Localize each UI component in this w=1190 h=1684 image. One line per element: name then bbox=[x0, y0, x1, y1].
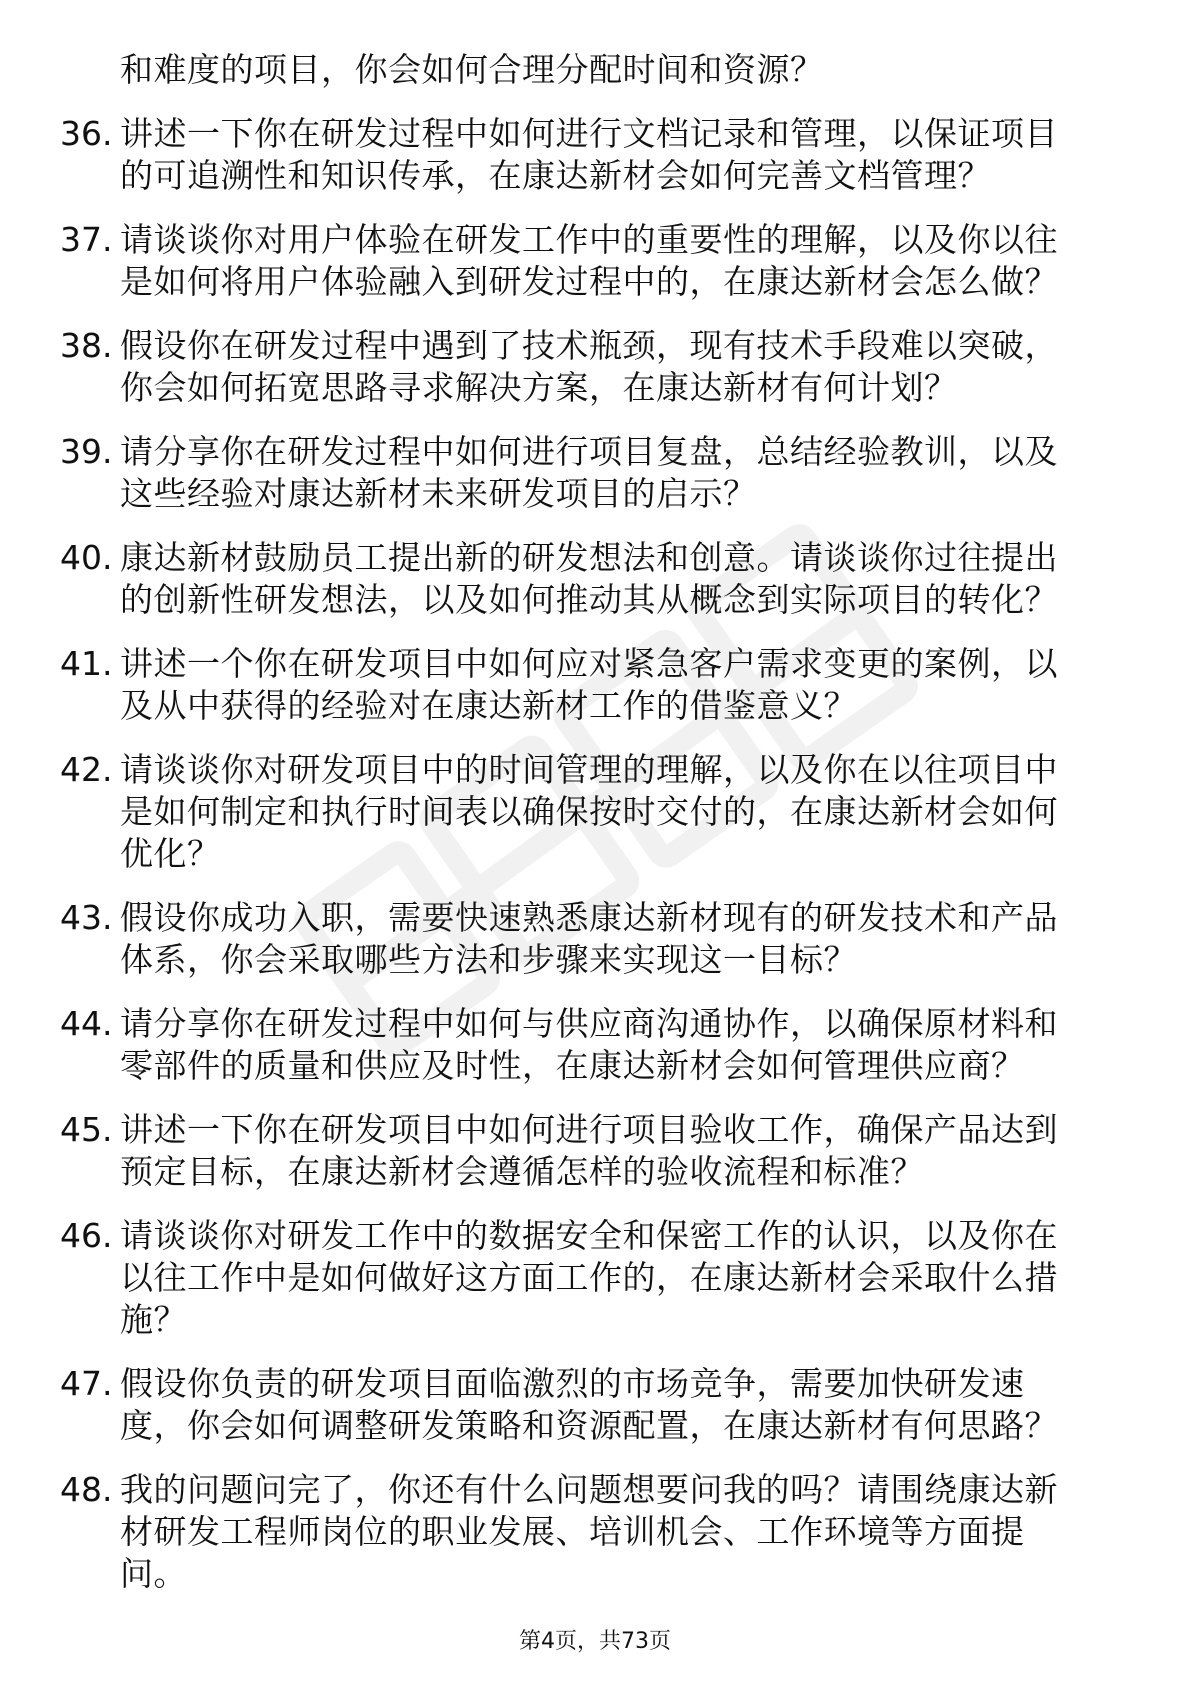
question-number: 40. bbox=[60, 538, 113, 577]
question-number: 44. bbox=[60, 1004, 113, 1043]
question-text-line: 讲述一个你在研发项目中如何应对紧急客户需求变更的案例，以 bbox=[120, 644, 1058, 683]
question-text-line: 讲述一下你在研发项目中如何进行项目验收工作，确保产品达到 bbox=[120, 1110, 1058, 1149]
question-text-line: 请谈谈你对用户体验在研发工作中的重要性的理解，以及你以往 bbox=[120, 220, 1058, 259]
question-number: 42. bbox=[60, 750, 113, 789]
question-text-line: 请谈谈你对研发工作中的数据安全和保密工作的认识，以及你在 bbox=[120, 1216, 1058, 1255]
question-text-line: 施？ bbox=[120, 1300, 187, 1339]
question-number: 48. bbox=[60, 1470, 113, 1509]
question-text-line: 假设你成功入职，需要快速熟悉康达新材现有的研发技术和产品 bbox=[120, 898, 1058, 937]
question-text-line: 以往工作中是如何做好这方面工作的，在康达新材会采取什么措 bbox=[120, 1258, 1058, 1297]
question-number: 36. bbox=[60, 114, 113, 153]
question-text-line: 材研发工程师岗位的职业发展、培训机会、工作环境等方面提 bbox=[120, 1512, 1025, 1551]
question-text-line: 问。 bbox=[120, 1554, 187, 1593]
question-text-line: 是如何将用户体验融入到研发过程中的，在康达新材会怎么做？ bbox=[120, 262, 1058, 301]
question-text-line: 请分享你在研发过程中如何与供应商沟通协作，以确保原材料和 bbox=[120, 1004, 1058, 1043]
question-number: 41. bbox=[60, 644, 113, 683]
question-text-line: 预定目标，在康达新材会遵循怎样的验收流程和标准？ bbox=[120, 1152, 924, 1191]
question-text-line: 这些经验对康达新材未来研发项目的启示？ bbox=[120, 474, 757, 513]
question-text-line: 的创新性研发想法，以及如何推动其从概念到实际项目的转化？ bbox=[120, 580, 1058, 619]
question-number: 38. bbox=[60, 326, 113, 365]
question-text-line: 是如何制定和执行时间表以确保按时交付的，在康达新材会如何 bbox=[120, 792, 1058, 831]
question-text-line: 度，你会如何调整研发策略和资源配置，在康达新材有何思路？ bbox=[120, 1406, 1058, 1445]
question-number: 47. bbox=[60, 1364, 113, 1403]
question-text-line: 假设你负责的研发项目面临激烈的市场竞争，需要加快研发速 bbox=[120, 1364, 1025, 1403]
question-number: 43. bbox=[60, 898, 113, 937]
question-text-line: 康达新材鼓励员工提出新的研发想法和创意。请谈谈你过往提出 bbox=[120, 538, 1058, 577]
question-text-line: 及从中获得的经验对在康达新材工作的借鉴意义？ bbox=[120, 686, 857, 725]
question-text-line: 讲述一下你在研发过程中如何进行文档记录和管理，以保证项目 bbox=[120, 114, 1058, 153]
question-text-line: 我的问题问完了，你还有什么问题想要问我的吗？请围绕康达新 bbox=[120, 1470, 1058, 1509]
question-text-line: 体系，你会采取哪些方法和步骤来实现这一目标？ bbox=[120, 940, 857, 979]
question-number: 46. bbox=[60, 1216, 113, 1255]
question-text-line: 假设你在研发过程中遇到了技术瓶颈，现有技术手段难以突破， bbox=[120, 326, 1058, 365]
question-text-line: 请分享你在研发过程中如何进行项目复盘，总结经验教训，以及 bbox=[120, 432, 1058, 471]
question-number: 45. bbox=[60, 1110, 113, 1149]
question-text-line: 优化？ bbox=[120, 834, 221, 873]
continuation-line: 和难度的项目，你会如何合理分配时间和资源？ bbox=[120, 50, 824, 89]
page-number: 第4页，共73页 bbox=[519, 1629, 671, 1654]
question-text-line: 请谈谈你对研发项目中的时间管理的理解，以及你在以往项目中 bbox=[120, 750, 1058, 789]
question-number: 37. bbox=[60, 220, 113, 259]
question-text-line: 你会如何拓宽思路寻求解决方案，在康达新材有何计划？ bbox=[120, 368, 958, 407]
question-number: 39. bbox=[60, 432, 113, 471]
question-text-line: 零部件的质量和供应及时性，在康达新材会如何管理供应商？ bbox=[120, 1046, 1025, 1085]
question-text-line: 的可追溯性和知识传承，在康达新材会如何完善文档管理？ bbox=[120, 156, 991, 195]
